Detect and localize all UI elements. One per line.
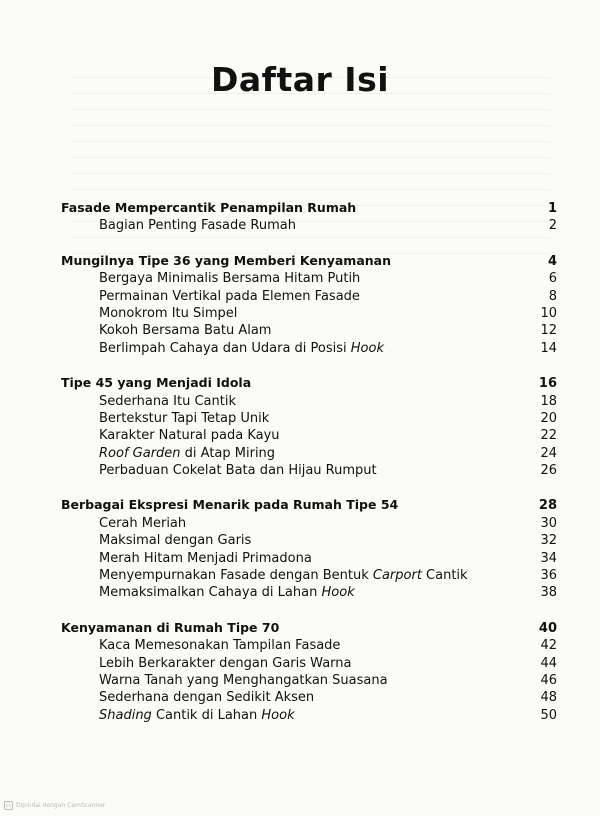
entry-title-text: Bertekstur Tapi Tetap Unik: [99, 410, 270, 426]
entry-title: [99, 393, 236, 410]
toc-chapter: [61, 252, 557, 357]
entry-page-number: 10: [540, 305, 557, 321]
entry-title-text: Lebih Berkarakter dengan Garis Warna: [99, 655, 352, 671]
page-title: Daftar Isi: [210, 60, 390, 99]
entry-title: [99, 445, 275, 462]
table-of-contents: [61, 199, 557, 741]
toc-entry[interactable]: [61, 445, 557, 462]
entry-page-number: 6: [548, 271, 557, 287]
entry-title: [99, 288, 360, 305]
entry-title: [99, 305, 237, 322]
toc-entry[interactable]: [61, 427, 557, 444]
entry-title-text: Cantik: [421, 568, 468, 584]
toc-entry[interactable]: [61, 515, 557, 532]
entry-page-number: 46: [540, 672, 557, 688]
toc-entry[interactable]: [61, 322, 557, 339]
entry-title-text: Bergaya Minimalis Bersama Hitam Putih: [99, 271, 361, 287]
entry-title-italic: Shading: [99, 707, 152, 723]
entry-title-text: Menyempurnakan Fasade dengan Bentuk: [99, 568, 373, 584]
entry-page-number: 18: [540, 393, 557, 409]
entry-title-text: Perbaduan Cokelat Bata dan Hijau Rumput: [99, 463, 377, 479]
entry-title-text: Sederhana dengan Sedikit Aksen: [99, 690, 315, 706]
scanner-watermark: [4, 801, 105, 810]
entry-page-number: 2: [548, 218, 557, 234]
entry-page-number: 36: [540, 568, 557, 584]
entry-page-number: 8: [548, 288, 557, 304]
entry-title: [99, 217, 296, 234]
chapter-title: Mungilnya Tipe 36 yang Memberi Kenyamanan: [61, 252, 391, 268]
entry-page-number: 48: [540, 690, 557, 706]
entry-title-text: Merah Hitam Menjadi Primadona: [99, 550, 312, 566]
toc-entry[interactable]: [61, 637, 557, 654]
toc-entry[interactable]: [61, 270, 557, 287]
toc-entry[interactable]: [61, 672, 557, 689]
entry-page-number: 38: [540, 585, 557, 601]
entry-page-number: 24: [540, 445, 557, 461]
entry-title-text: Karakter Natural pada Kayu: [99, 428, 280, 444]
toc-entry[interactable]: [61, 288, 557, 305]
entry-title-text: Berlimpah Cahaya dan Udara di Posisi: [99, 340, 351, 356]
entry-page-number: 14: [540, 340, 557, 356]
entry-title: [99, 672, 388, 689]
chapter-page-number: 28: [538, 498, 557, 514]
entry-page-number: 32: [540, 533, 557, 549]
entry-title-italic: Roof Garden: [99, 445, 181, 461]
entry-title: [99, 270, 360, 287]
chapter-heading[interactable]: [61, 199, 557, 216]
toc-entry[interactable]: [61, 567, 557, 584]
entry-title-italic: Hook: [261, 707, 295, 723]
entry-title-text: Kaca Memesonakan Tampilan Fasade: [99, 638, 341, 654]
toc-chapter: [61, 496, 557, 601]
entry-title: [99, 567, 468, 584]
entry-page-number: 34: [540, 550, 557, 566]
chapter-page-number: 1: [547, 201, 557, 216]
chapter-title: Berbagai Ekspresi Menarik pada Rumah Tipe 54: [61, 497, 399, 513]
entry-title: [99, 550, 312, 567]
toc-entry[interactable]: [61, 462, 557, 479]
entry-title-text: Sederhana Itu Cantik: [99, 393, 236, 409]
toc-entry[interactable]: [61, 655, 557, 672]
toc-entry[interactable]: [61, 305, 557, 322]
entry-title-text: Maksimal dengan Garis: [99, 533, 252, 549]
camscanner-icon: CS: [5, 803, 12, 808]
entry-title-text: Kokoh Bersama Batu Alam: [99, 323, 272, 339]
entry-title-italic: Hook: [321, 585, 355, 601]
entry-page-number: 12: [540, 323, 557, 339]
chapter-heading[interactable]: [61, 252, 557, 269]
toc-chapter: [61, 199, 557, 235]
toc-chapter: [61, 619, 557, 724]
entry-title-text: Warna Tanah yang Menghangatkan Suasana: [99, 672, 388, 688]
entry-title: [99, 655, 351, 672]
entry-title: [99, 637, 340, 654]
entry-title-italic: Carport: [372, 568, 422, 584]
chapter-title: Fasade Mempercantik Penampilan Rumah: [61, 200, 357, 215]
toc-entry[interactable]: [61, 532, 557, 549]
entry-title-text: Memaksimalkan Cahaya di Lahan: [99, 585, 322, 601]
toc-entry[interactable]: [61, 550, 557, 567]
chapter-page-number: 4: [547, 253, 557, 269]
toc-chapter: [61, 374, 557, 479]
toc-entry[interactable]: [61, 707, 557, 724]
chapter-title: Tipe 45 yang Menjadi Idola: [61, 375, 252, 391]
chapter-heading[interactable]: [61, 496, 557, 513]
toc-entry[interactable]: [61, 584, 557, 601]
entry-page-number: 44: [540, 655, 557, 671]
chapter-page-number: 16: [538, 376, 557, 392]
entry-title-text: Permainan Vertikal pada Elemen Fasade: [99, 288, 360, 304]
entry-title: [99, 340, 384, 357]
chapter-page-number: 40: [538, 620, 557, 636]
toc-entry[interactable]: [61, 340, 557, 357]
entry-title: [99, 584, 355, 601]
entry-title-text: Bagian Penting Fasade Rumah: [99, 218, 296, 234]
entry-title: [99, 410, 269, 427]
chapter-heading[interactable]: [61, 619, 557, 636]
entry-title-text: di Atap Miring: [180, 445, 276, 461]
chapter-heading[interactable]: [61, 374, 557, 391]
entry-title: [99, 532, 251, 549]
entry-title: [99, 707, 295, 724]
entry-page-number: 42: [540, 638, 557, 654]
toc-entry[interactable]: [61, 217, 557, 234]
toc-entry[interactable]: [61, 410, 557, 427]
entry-title: [99, 427, 280, 444]
entry-page-number: 22: [540, 428, 557, 444]
chapter-title: Kenyamanan di Rumah Tipe 70: [61, 619, 280, 635]
scanner-text: Dipindai dengan CamScanner: [16, 802, 106, 809]
entry-title: [99, 689, 314, 706]
entry-title: [99, 462, 377, 479]
toc-entry[interactable]: [61, 689, 557, 706]
entry-title-italic: Hook: [350, 340, 384, 356]
entry-title: [99, 515, 186, 532]
entry-page-number: 26: [540, 463, 557, 479]
entry-title-text: Cantik di Lahan: [151, 707, 262, 723]
entry-title-text: Cerah Meriah: [99, 515, 187, 531]
toc-entry[interactable]: [61, 393, 557, 410]
entry-title-text: Monokrom Itu Simpel: [99, 305, 238, 321]
entry-title: [99, 322, 271, 339]
entry-page-number: 20: [540, 410, 557, 426]
entry-page-number: 30: [540, 515, 557, 531]
entry-page-number: 50: [540, 707, 557, 723]
